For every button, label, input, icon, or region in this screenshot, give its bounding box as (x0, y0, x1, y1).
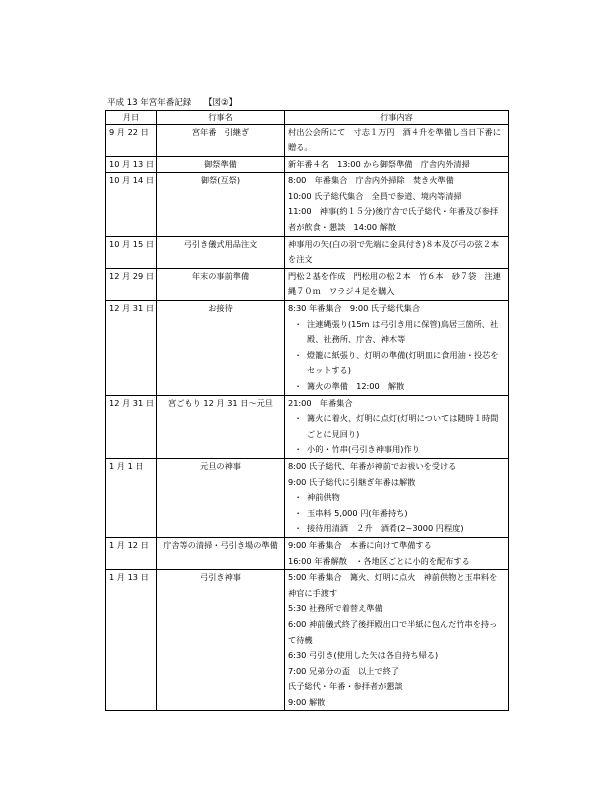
bullet-mark: ・ (294, 413, 303, 424)
content-line: 村出公会所にて 寸志１万円 酒４升を準備し当日下番に贈る。 (288, 126, 501, 153)
event-date: 1 月 13 日 (106, 570, 157, 711)
event-name: 御祭準備 (157, 156, 285, 173)
bullet-item (288, 411, 505, 442)
content-line: 8:00 氏子総代、年番が神前でお祓いを受ける (288, 460, 457, 471)
event-name: 御祭(互祭) (157, 173, 285, 236)
content-line: 10:00 氏子総代集合 全員で参道、境内等清掃 (288, 190, 462, 201)
bullet-text: 玉串料 5,000 円(年番持ち) (307, 507, 408, 518)
bullet-item (288, 506, 505, 522)
event-name: 弓引き神事 (157, 570, 285, 711)
bullet-text: 注連縄張り(15m は弓引き用に保管)鳥居三箇所、社殿、社務所、庁舎、神木等 (307, 318, 499, 345)
bullet-item (288, 490, 505, 506)
table-row (106, 124, 509, 156)
bullet-item (288, 317, 505, 348)
bullet-text: 神前供物 (307, 492, 340, 503)
event-name: 弓引き儀式用品注文 (157, 236, 285, 268)
table-row (106, 537, 509, 569)
bullet-mark: ・ (294, 381, 303, 391)
table-row (106, 301, 509, 396)
content-line: 9:00 年番集合 本番に向けて準備する (288, 539, 432, 550)
table-row (106, 570, 509, 711)
event-date: 12 月 31 日 (106, 395, 157, 458)
content-line: 神事用の矢(白の羽で先端に金具付き)８本及び弓の弦２本を注文 (288, 238, 500, 265)
content-line: 6:30 弓引き(使用した矢は各自持ち帰る) (288, 650, 439, 661)
content-line: 門松２基を作成 門松用の松２本 竹６本 砂７袋 注連縄７０ｍ ワラジ４足を購入 (288, 270, 501, 297)
bullet-text: 燈籠に紙張り、灯明の準備(灯明皿に食用油・投芯をセットする) (307, 349, 499, 376)
event-name: 年末の事前準備 (157, 268, 285, 300)
content-line: 新年番４名 13:00 から御祭準備 庁舎内外清掃 (288, 158, 470, 169)
table-row (106, 236, 509, 268)
header-event-content: 行事内容 (285, 111, 509, 125)
bullet-text: 篝火の準備 12:00 解散 (307, 381, 405, 391)
event-content (285, 458, 509, 537)
bullet-item (288, 348, 505, 379)
bullet-item (288, 521, 505, 537)
content-line: 6:00 神前儀式終了後拝殿出口で半紙に包んだ竹串を持って待機 (288, 618, 498, 645)
event-name: お接待 (157, 301, 285, 396)
bullet-mark: ・ (294, 318, 303, 329)
event-content (285, 570, 509, 711)
bullet-mark: ・ (294, 492, 303, 503)
event-date: 10 月 13 日 (106, 156, 157, 173)
table-row (106, 173, 509, 236)
bullet-text: 篝火に着火、灯明に点灯(灯明については随時１時間ごとに見回り) (307, 413, 499, 439)
content-line: 9:00 氏子総代に引継ぎ年番は解散 (288, 476, 416, 487)
event-content (285, 268, 509, 300)
event-date: 1 月 1 日 (106, 458, 157, 537)
event-name: 宮年番 引継ぎ (157, 124, 285, 156)
bullet-item (288, 442, 505, 458)
content-line: 8:30 年番集合 9:00 氏子総代集合 (288, 303, 421, 314)
table-row (106, 395, 509, 458)
bullet-text: 小的・竹串(弓引き神事用)作り (307, 444, 420, 455)
event-date: 10 月 15 日 (106, 236, 157, 268)
event-date: 12 月 31 日 (106, 301, 157, 396)
event-date: 12 月 29 日 (106, 268, 157, 300)
event-content (285, 537, 509, 569)
table-row (106, 156, 509, 173)
bullet-mark: ・ (294, 349, 303, 360)
table-body (106, 124, 509, 711)
event-content (285, 124, 509, 156)
bullet-text: 接待用清酒 ２升 酒肴(2~3000 円程度) (307, 523, 464, 534)
event-content (285, 173, 509, 236)
content-line: 21:00 年番集合 (288, 397, 353, 408)
event-content (285, 395, 509, 458)
content-line: 8:00 年番集合 庁舎内外掃除 焚き火準備 (288, 175, 454, 186)
bullet-item (288, 379, 505, 395)
content-line: 7:00 兄弟分の盃 以上で終了 (288, 665, 400, 676)
header-date: 月日 (106, 111, 157, 125)
header-event-name: 行事名 (157, 111, 285, 125)
content-line: 16:00 年番解散 ・各地区ごとに小的を配布する (288, 555, 470, 566)
table-header-row (106, 111, 509, 125)
event-date: 1 月 12 日 (106, 537, 157, 569)
event-content (285, 301, 509, 396)
page-title: 平成 13 年宮年番記録 【図②】 (107, 98, 238, 108)
content-line: 11:00 神事(約１５分)後庁舎で氏子総代・年番及び参拝者が飲食・懇談 14:00 解散 (288, 206, 499, 233)
table-row (106, 268, 509, 300)
annual-events-table (105, 110, 509, 711)
bullet-mark: ・ (294, 444, 303, 455)
event-date: 10 月 14 日 (106, 173, 157, 236)
content-line: 氏子総代・年番・参拝者が懇談 (288, 681, 403, 692)
event-content (285, 236, 509, 268)
event-content (285, 156, 509, 173)
event-name: 元旦の神事 (157, 458, 285, 537)
content-line: 9:00 解散 (288, 696, 326, 707)
bullet-mark: ・ (294, 507, 303, 518)
bullet-mark: ・ (294, 523, 303, 534)
content-line: 5:00 年番集合 篝火、灯明に点火 神前供物と玉串料を神官に手渡す (288, 572, 498, 598)
event-date: 9 月 22 日 (106, 124, 157, 156)
event-name: 庁舎等の清掃・弓引き場の準備 (157, 537, 285, 569)
event-name: 宮ごもり 12 月 31 日～元旦 (157, 395, 285, 458)
table-row (106, 458, 509, 537)
content-line: 5:30 社務所で着替え準備 (288, 603, 383, 614)
